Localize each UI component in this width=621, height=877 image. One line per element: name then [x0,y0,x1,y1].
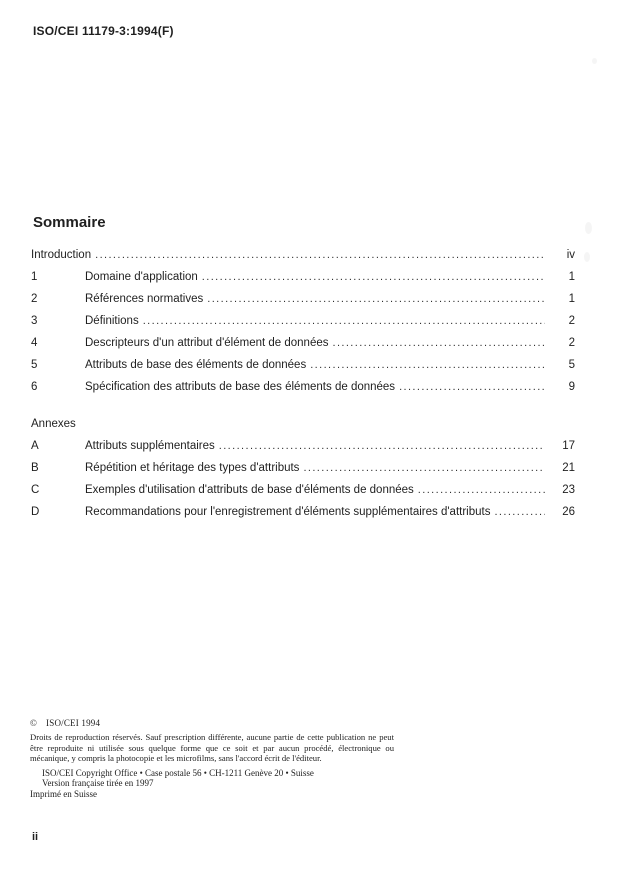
toc-section-row-label: Attributs de base des éléments de données [85,359,307,371]
toc-section-row-page-number: 1 [568,293,575,305]
toc-annex-row-label: Répétition et héritage des types d'attributs [85,462,300,474]
toc-section-row [31,310,575,332]
toc-row-introduction [31,244,575,266]
toc-section-row [31,266,575,288]
toc-annexes-list [31,435,575,523]
table-of-contents [31,244,575,523]
scan-artifact [585,222,592,234]
dot-leader [143,310,545,332]
dot-leader [332,332,545,354]
toc-section-row-number: 1 [31,271,38,283]
document-reference: ISO/CEI 11179-3:1994(F) [33,24,174,38]
copyright-printed-line: Imprimé en Suisse [30,788,97,799]
toc-annex-row-page-number: 26 [562,506,575,518]
toc-annex-row [31,435,575,457]
dot-leader [494,501,545,523]
toc-annex-row-label: Attributs supplémentaires [85,440,215,452]
copyright-notice-text: ISO/CEI 1994 [46,718,101,728]
toc-intro-page-number: iv [566,249,575,261]
toc-section-row-page-number: 1 [568,271,575,283]
toc-annex-row-label: Exemples d'utilisation d'attributs de base d'éléments de données [85,484,414,496]
toc-section-row-label: Définitions [85,315,139,327]
toc-annex-row-number: C [31,484,40,496]
dot-leader [219,435,545,457]
annexes-heading: Annexes [31,418,76,430]
toc-annex-row-label: Recommandations pour l'enregistrement d'éléments supplémentaires d'attributs [85,506,491,518]
dot-leader [310,354,545,376]
toc-section-row-number: 6 [31,381,38,393]
toc-section-row-label: Références normatives [85,293,204,305]
dot-leader [202,266,545,288]
toc-section-row-number: 2 [31,293,38,305]
toc-section-row-page-number: 5 [568,359,575,371]
dot-leader [303,457,545,479]
toc-section-row-page-number: 2 [568,315,575,327]
toc-section-row-number: 5 [31,359,38,371]
dot-leader [399,376,545,398]
toc-section-row-label: Domaine d'application [85,271,198,283]
toc-section-row [31,288,575,310]
toc-annex-row-page-number: 23 [562,484,575,496]
dot-leader [418,479,545,501]
toc-section-row [31,354,575,376]
toc-section-row-label: Descripteurs d'un attribut d'élément de données [85,337,329,349]
toc-annex-row-number: B [31,462,39,474]
copyright-block [30,718,394,799]
dot-leader [207,288,545,310]
copyright-edition-line: Version française tirée en 1997 [42,778,154,788]
copyright-office-line: ISO/CEI Copyright Office • Case postale 56 • CH-1211 Genève 20 • Suisse [42,767,314,778]
toc-section-row [31,376,575,398]
toc-annex-row-number: A [31,440,39,452]
toc-annex-row-page-number: 21 [562,462,575,474]
copyright-symbol-icon: © [30,718,38,728]
toc-intro-label: Introduction [31,249,92,261]
toc-section-row-number: 3 [31,315,38,327]
copyright-rights-text: Droits de reproduction réservés. Sauf prescription différente, aucune partie de cette publication ne peut être reproduite ni utilisée sous quelque forme que ce soit et par aucun procédé, électronique ou mécanique, y compris la photocopie et les microfilms, sans l'accord écrit de l'éditeur. [30,732,394,763]
toc-section-row [31,332,575,354]
toc-section-row-label: Spécification des attributs de base des éléments de données [85,381,396,393]
toc-annex-row [31,501,575,523]
toc-section-row-number: 4 [31,337,38,349]
toc-annex-row [31,457,575,479]
toc-section-row-page-number: 9 [568,381,575,393]
scan-artifact [584,252,590,262]
dot-leader [95,244,545,266]
toc-sections-list [31,266,575,398]
toc-title: Sommaire [33,214,106,231]
toc-section-row-page-number: 2 [568,337,575,349]
toc-annex-row [31,479,575,501]
toc-annex-row-number: D [31,506,40,518]
scan-artifact [592,58,597,64]
toc-annex-row-page-number: 17 [562,440,575,452]
page-number: ii [32,831,39,843]
copyright-notice [30,718,394,728]
